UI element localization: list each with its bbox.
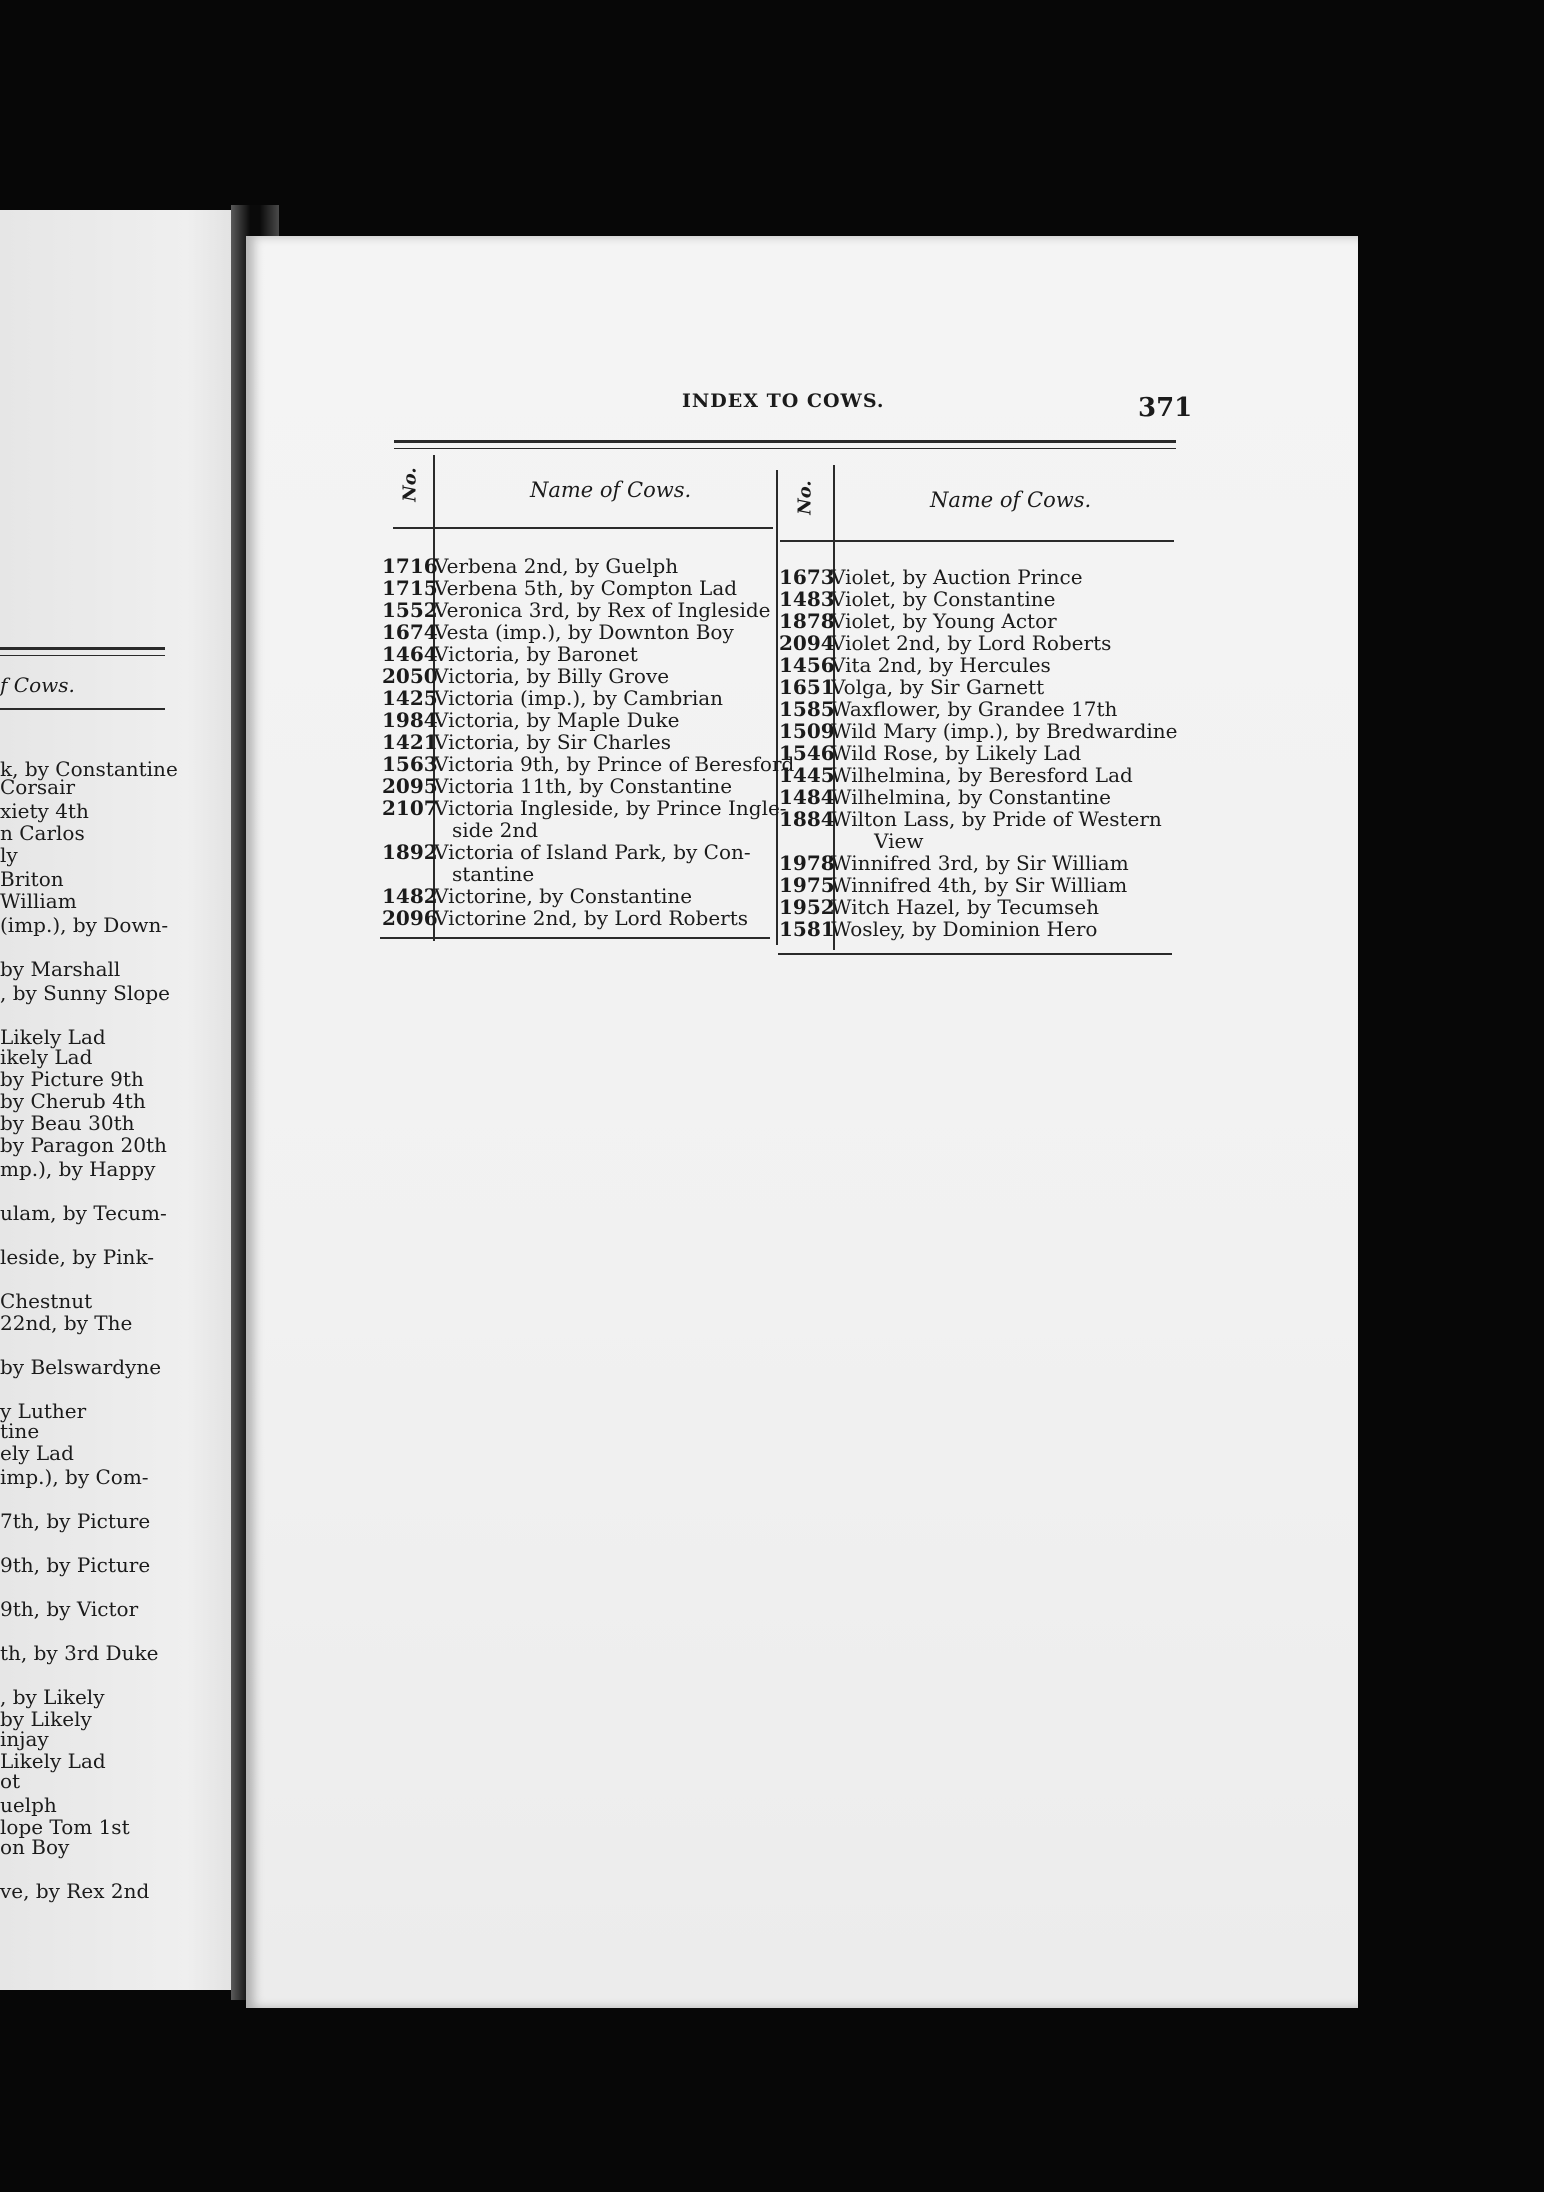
entry-name: Wilton Lass, by Pride of Western — [831, 807, 1162, 831]
entry-name: Wosley, by Dominion Hero — [831, 917, 1098, 941]
entry-number: 1445 — [779, 763, 835, 787]
left-name-header: Name of Cows. — [530, 478, 692, 502]
entry-name: Wilhelmina, by Constantine — [831, 785, 1111, 809]
entry-number: 1715 — [382, 576, 438, 600]
entry-name: Victoria (imp.), by Cambrian — [434, 686, 724, 710]
index-entry — [382, 797, 787, 819]
entry-number: 1509 — [779, 719, 835, 743]
page-title: INDEX TO COWS. — [682, 390, 885, 412]
index-entry — [382, 775, 732, 797]
left-page-line: , by Likely — [0, 1685, 105, 1709]
index-entry — [382, 907, 748, 929]
entry-number: 1884 — [779, 807, 835, 831]
entry-number: 1673 — [779, 565, 835, 589]
entry-name: Victoria Ingleside, by Prince Ingle- — [434, 796, 787, 820]
left-page-heading-rule — [0, 708, 165, 710]
left-page-line: imp.), by Com- — [0, 1465, 149, 1489]
entry-name: Veronica 3rd, by Rex of Ingleside — [434, 598, 771, 622]
left-table-header-rule — [393, 527, 773, 529]
left-page-line: Briton — [0, 867, 64, 891]
right-no-header: No. — [794, 480, 816, 515]
left-page-line: ve, by Rex 2nd — [0, 1879, 150, 1903]
entry-continuation: stantine — [452, 862, 535, 886]
left-page-line: by Likely — [0, 1707, 92, 1731]
index-entry — [382, 885, 692, 907]
index-entry — [382, 665, 669, 687]
entry-name: Violet, by Young Actor — [831, 609, 1057, 633]
index-entry — [779, 676, 1044, 698]
entry-name: Volga, by Sir Garnett — [831, 675, 1045, 699]
left-page-line: by Paragon 20th — [0, 1133, 167, 1157]
index-entry — [779, 742, 1081, 764]
index-entry — [382, 841, 751, 863]
right-name-header: Name of Cows. — [930, 488, 1092, 512]
entry-name: Victoria of Island Park, by Con- — [434, 840, 751, 864]
entry-name: Verbena 2nd, by Guelph — [434, 554, 679, 578]
left-page-line: by Picture 9th — [0, 1067, 144, 1091]
entry-name: Violet, by Auction Prince — [831, 565, 1083, 589]
entry-name: Wilhelmina, by Beresford Lad — [831, 763, 1133, 787]
left-page-line: Likely Lad — [0, 1749, 106, 1773]
entry-name: Winnifred 3rd, by Sir William — [831, 851, 1129, 875]
entry-name: Victoria, by Billy Grove — [434, 664, 670, 688]
table-top-rule — [394, 440, 1176, 443]
entry-number: 1546 — [779, 741, 835, 765]
left-page-line: by Belswardyne — [0, 1355, 162, 1379]
left-page-line: ot — [0, 1769, 21, 1793]
entry-name: Victoria, by Sir Charles — [434, 730, 672, 754]
index-entry — [382, 709, 680, 731]
entry-number: 2107 — [382, 796, 438, 820]
index-entry — [382, 577, 737, 599]
index-entry — [382, 753, 794, 775]
entry-number: 1483 — [779, 587, 835, 611]
entry-name: Witch Hazel, by Tecumseh — [831, 895, 1100, 919]
entry-number: 1878 — [779, 609, 835, 633]
right-table-header-rule — [780, 540, 1174, 542]
index-entry — [779, 632, 1111, 654]
left-page-line: mp.), by Happy — [0, 1157, 156, 1181]
left-page-line: on Boy — [0, 1835, 70, 1859]
left-table-bottom-rule — [380, 937, 770, 939]
right-table-bottom-rule — [778, 953, 1172, 955]
entry-number: 1952 — [779, 895, 835, 919]
left-page-line: 9th, by Picture — [0, 1553, 151, 1577]
entry-number: 2096 — [382, 906, 438, 930]
entry-number: 1651 — [779, 675, 835, 699]
entry-number: 1674 — [382, 620, 438, 644]
index-entry — [382, 687, 723, 709]
entry-name: Waxflower, by Grandee 17th — [831, 697, 1118, 721]
entry-name: Victoria 9th, by Prince of Beresford — [434, 752, 795, 776]
entry-number: 2095 — [382, 774, 438, 798]
index-entry — [779, 852, 1129, 874]
index-entry — [382, 621, 734, 643]
index-entry — [779, 610, 1057, 632]
left-page-line: lope Tom 1st — [0, 1815, 130, 1839]
index-entry — [779, 786, 1111, 808]
entry-continuation: View — [874, 829, 924, 853]
index-entry — [779, 720, 1178, 742]
index-entry — [779, 698, 1117, 720]
index-entry — [779, 654, 1051, 676]
index-entry — [382, 599, 771, 621]
index-entry — [779, 588, 1055, 610]
index-entry — [382, 731, 671, 753]
entry-number: 1421 — [382, 730, 438, 754]
entry-number: 1716 — [382, 554, 438, 578]
entry-name: Victorine, by Constantine — [434, 884, 693, 908]
left-page-line: th, by 3rd Duke — [0, 1641, 159, 1665]
entry-number: 1552 — [382, 598, 438, 622]
left-page-line: Chestnut — [0, 1289, 93, 1313]
left-page-line: n Carlos — [0, 821, 85, 845]
entry-name: Violet 2nd, by Lord Roberts — [831, 631, 1112, 655]
entry-name: Winnifred 4th, by Sir William — [831, 873, 1128, 897]
left-page-line: tine — [0, 1419, 40, 1443]
left-page-line: , by Sunny Slope — [0, 981, 170, 1005]
entry-name: Vesta (imp.), by Downton Boy — [434, 620, 734, 644]
entry-name: Violet, by Constantine — [831, 587, 1056, 611]
entry-number: 2094 — [779, 631, 835, 655]
left-facing-page — [0, 210, 268, 1990]
entry-continuation: side 2nd — [452, 818, 539, 842]
left-page-line: William — [0, 889, 77, 913]
left-page-line: 9th, by Victor — [0, 1597, 139, 1621]
index-entry — [779, 896, 1099, 918]
entry-name: Wild Rose, by Likely Lad — [831, 741, 1082, 765]
left-page-line: (imp.), by Down- — [0, 913, 169, 937]
entry-number: 1984 — [382, 708, 438, 732]
entry-number: 1585 — [779, 697, 835, 721]
entry-name: Vita 2nd, by Hercules — [831, 653, 1051, 677]
entry-name: Verbena 5th, by Compton Lad — [434, 576, 738, 600]
index-entry — [779, 874, 1127, 896]
entry-number: 1975 — [779, 873, 835, 897]
left-page-line: 7th, by Picture — [0, 1509, 151, 1533]
left-page-line: ikely Lad — [0, 1045, 93, 1069]
entry-name: Wild Mary (imp.), by Bredwardine — [831, 719, 1178, 743]
index-entry — [779, 566, 1083, 588]
left-page-column-heading: f Cows. — [0, 673, 75, 697]
center-divider — [776, 470, 778, 945]
entry-number: 1892 — [382, 840, 438, 864]
entry-name: Victoria 11th, by Constantine — [434, 774, 733, 798]
entry-number: 1581 — [779, 917, 835, 941]
left-page-line: leside, by Pink- — [0, 1245, 154, 1269]
left-page-line: y Luther — [0, 1399, 87, 1423]
left-page-line: by Beau 30th — [0, 1111, 135, 1135]
left-page-line: k, by Constantine — [0, 757, 178, 781]
entry-number: 1482 — [382, 884, 438, 908]
entry-number: 1978 — [779, 851, 835, 875]
index-entry — [779, 918, 1097, 940]
left-page-line: by Cherub 4th — [0, 1089, 146, 1113]
index-entry — [779, 764, 1133, 786]
entry-number: 1464 — [382, 642, 438, 666]
left-page-top-rule — [0, 647, 165, 650]
index-entry — [779, 808, 1162, 830]
left-page-top-rule-thin — [0, 655, 165, 656]
left-page-line: uelph — [0, 1793, 57, 1817]
left-page-line: by Marshall — [0, 957, 121, 981]
left-no-header: No. — [399, 467, 421, 502]
entry-number: 1425 — [382, 686, 438, 710]
entry-number: 1456 — [779, 653, 835, 677]
left-page-line: injay — [0, 1727, 49, 1751]
left-page-line: Corsair — [0, 775, 76, 799]
index-entry — [382, 555, 678, 577]
index-entry — [382, 643, 638, 665]
left-page-line: xiety 4th — [0, 799, 89, 823]
entry-number: 1563 — [382, 752, 438, 776]
table-top-rule-thin — [394, 448, 1176, 449]
entry-name: Victoria, by Maple Duke — [434, 708, 680, 732]
left-page-line: Likely Lad — [0, 1025, 106, 1049]
page-number: 371 — [1138, 393, 1193, 423]
entry-name: Victorine 2nd, by Lord Roberts — [434, 906, 749, 930]
entry-name: Victoria, by Baronet — [434, 642, 638, 666]
entry-number: 2050 — [382, 664, 438, 688]
left-page-line: 22nd, by The — [0, 1311, 133, 1335]
left-page-line: ely Lad — [0, 1441, 74, 1465]
left-page-line: ulam, by Tecum- — [0, 1201, 167, 1225]
left-page-line: ly — [0, 843, 18, 867]
entry-number: 1484 — [779, 785, 835, 809]
